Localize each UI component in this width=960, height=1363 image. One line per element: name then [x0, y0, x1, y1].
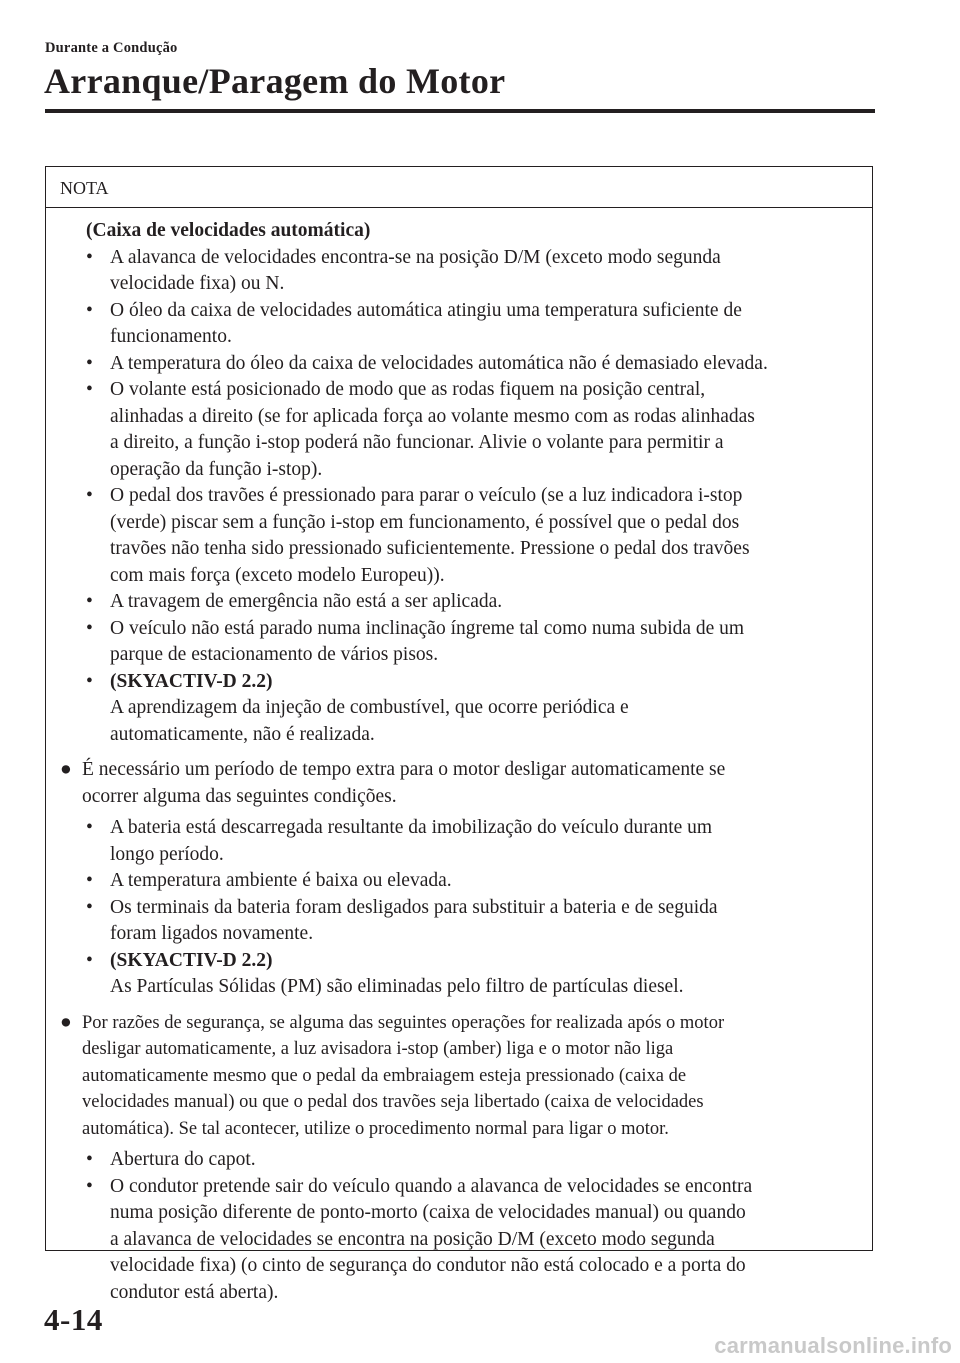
point-text-line: Por razões de segurança, se alguma das seguintes operações for realizada após o motor	[82, 1012, 725, 1033]
note-box	[45, 166, 873, 1303]
item-text-line: A temperatura ambiente é baixa ou elevada.	[110, 870, 452, 891]
item-text-line: O veículo não está parado numa inclinação íngreme tal como numa subida de um	[110, 617, 745, 639]
item-text-line: longo período.	[110, 843, 224, 865]
note-point	[46, 757, 872, 810]
bullet-icon: •	[86, 896, 93, 918]
item-text-line: A aprendizagem da injeção de combustível, que ocorre periódica e	[110, 697, 629, 718]
bullet-icon: •	[86, 670, 93, 692]
bullet-icon: •	[86, 1175, 93, 1197]
list-item	[46, 895, 872, 948]
point-text-line: automática). Se tal acontecer, utilize o procedimento normal para ligar o motor.	[82, 1118, 669, 1139]
item-text-line: funcionamento.	[110, 326, 232, 347]
item-text-line: O volante está posicionado de modo que as rodas fiquem na posição central,	[110, 379, 706, 400]
watermark: carmanualsonline.info	[714, 1333, 952, 1358]
bullet-icon: •	[86, 485, 93, 506]
list-item	[46, 616, 872, 669]
point-text-line: ocorrer alguma das seguintes condições.	[82, 785, 397, 807]
item-text-line: parque de estacionamento de vários pisos.	[110, 644, 439, 665]
item-text-line: A bateria está descarregada resultante da imobilização do veículo durante um	[110, 817, 713, 838]
bullet-icon: •	[86, 870, 93, 891]
item-title: (SKYACTIV-D 2.2)	[110, 949, 273, 971]
item-text-line: alinhadas a direito (se for aplicada força ao volante mesmo com as rodas alinhadas	[110, 405, 755, 427]
section-label: Durante a Condução	[45, 40, 178, 56]
list-item	[46, 298, 872, 351]
point-text-line: automaticamente mesmo que o pedal da embraiagem esteja pressionado (caixa de	[82, 1065, 687, 1086]
bullet-icon: •	[86, 949, 93, 971]
item-text-line: A alavanca de velocidades encontra-se na posição D/M (exceto modo segunda	[110, 246, 721, 268]
list-item	[46, 483, 872, 589]
item-text-line: velocidade fixa) ou N.	[110, 273, 285, 294]
list-item	[46, 351, 872, 378]
item-text-line: automaticamente, não é realizada.	[110, 723, 375, 745]
item-text-line: O condutor pretende sair do veículo quando a alavanca de velocidades se encontra	[110, 1175, 753, 1197]
item-text-line: condutor está aberta).	[110, 1281, 279, 1303]
bullet-icon: •	[86, 352, 93, 374]
condition-list	[46, 245, 872, 749]
list-item	[46, 589, 872, 616]
bullet-icon: •	[86, 299, 93, 321]
item-text-line: numa posição diferente de ponto-morto (caixa de velocidades manual) ou quando	[110, 1202, 746, 1223]
list-item	[46, 377, 872, 483]
list-item	[46, 815, 872, 868]
item-text-line: A travagem de emergência não está a ser aplicada.	[110, 591, 503, 612]
point-text-line: velocidades manual) ou que o pedal dos travões seja libertado (caixa de velocidades	[82, 1092, 704, 1112]
list-item	[46, 1174, 872, 1307]
item-text-line: velocidade fixa) (o cinto de segurança do condutor não está colocado e a porta do	[110, 1255, 746, 1276]
bullet-icon: •	[86, 617, 93, 639]
group-title: (Caixa de velocidades automática)	[86, 220, 371, 241]
item-text-line: foram ligados novamente.	[110, 923, 314, 944]
list-item	[46, 669, 872, 749]
title-rule	[45, 109, 875, 113]
note-heading: NOTA	[46, 167, 872, 208]
item-text-line: Abertura do capot.	[110, 1149, 256, 1170]
item-text-line: a alavanca de velocidades se encontra na posição D/M (exceto modo segunda	[110, 1228, 715, 1250]
bullet-dot-icon: ●	[60, 1011, 72, 1033]
list-item	[46, 1147, 872, 1174]
point-text-line: É necessário um período de tempo extra para o motor desligar automaticamente se	[82, 759, 726, 780]
item-text-line: As Partículas Sólidas (PM) são eliminadas pelo filtro de partículas diesel.	[110, 976, 684, 997]
bullet-icon: •	[86, 379, 93, 400]
item-text-line: O pedal dos travões é pressionado para parar o veículo (se a luz indicadora i-stop	[110, 485, 743, 506]
item-text-line: operação da função i-stop).	[110, 458, 323, 480]
note-point	[46, 1010, 872, 1143]
list-item	[46, 868, 872, 895]
page-number: 4-14	[44, 1302, 103, 1337]
item-title: (SKYACTIV-D 2.2)	[110, 670, 273, 692]
bullet-icon: •	[86, 817, 93, 838]
item-text-line: Os terminais da bateria foram desligados para substituir a bateria e de seguida	[110, 896, 718, 918]
condition-list	[46, 815, 872, 1001]
list-item	[46, 245, 872, 298]
bullet-dot-icon: ●	[60, 759, 72, 780]
item-text-line: A temperatura do óleo da caixa de velocidades automática não é demasiado elevada.	[110, 352, 768, 374]
item-text-line: travões não tenha sido pressionado suficientemente. Pressione o pedal dos travões	[110, 538, 750, 559]
condition-list	[46, 1147, 872, 1306]
item-text-line: O óleo da caixa de velocidades automática atingiu uma temperatura suficiente de	[110, 299, 742, 321]
point-text-line: desligar automaticamente, a luz avisadora i-stop (amber) liga e o motor não liga	[82, 1039, 674, 1059]
automatic-transmission-group	[46, 218, 872, 748]
list-item	[46, 948, 872, 1001]
page-title: Arranque/Paragem do Motor	[44, 61, 506, 101]
item-text-line: com mais força (exceto modelo Europeu)).	[110, 564, 445, 586]
bullet-icon: •	[86, 1149, 93, 1170]
note-body	[46, 208, 872, 1306]
bullet-icon: •	[86, 246, 93, 268]
item-text-line: a direito, a função i-stop poderá não funcionar. Alivie o volante para permitir a	[110, 432, 724, 453]
item-text-line: (verde) piscar sem a função i-stop em funcionamento, é possível que o pedal dos	[110, 511, 740, 533]
bullet-icon: •	[86, 591, 93, 612]
